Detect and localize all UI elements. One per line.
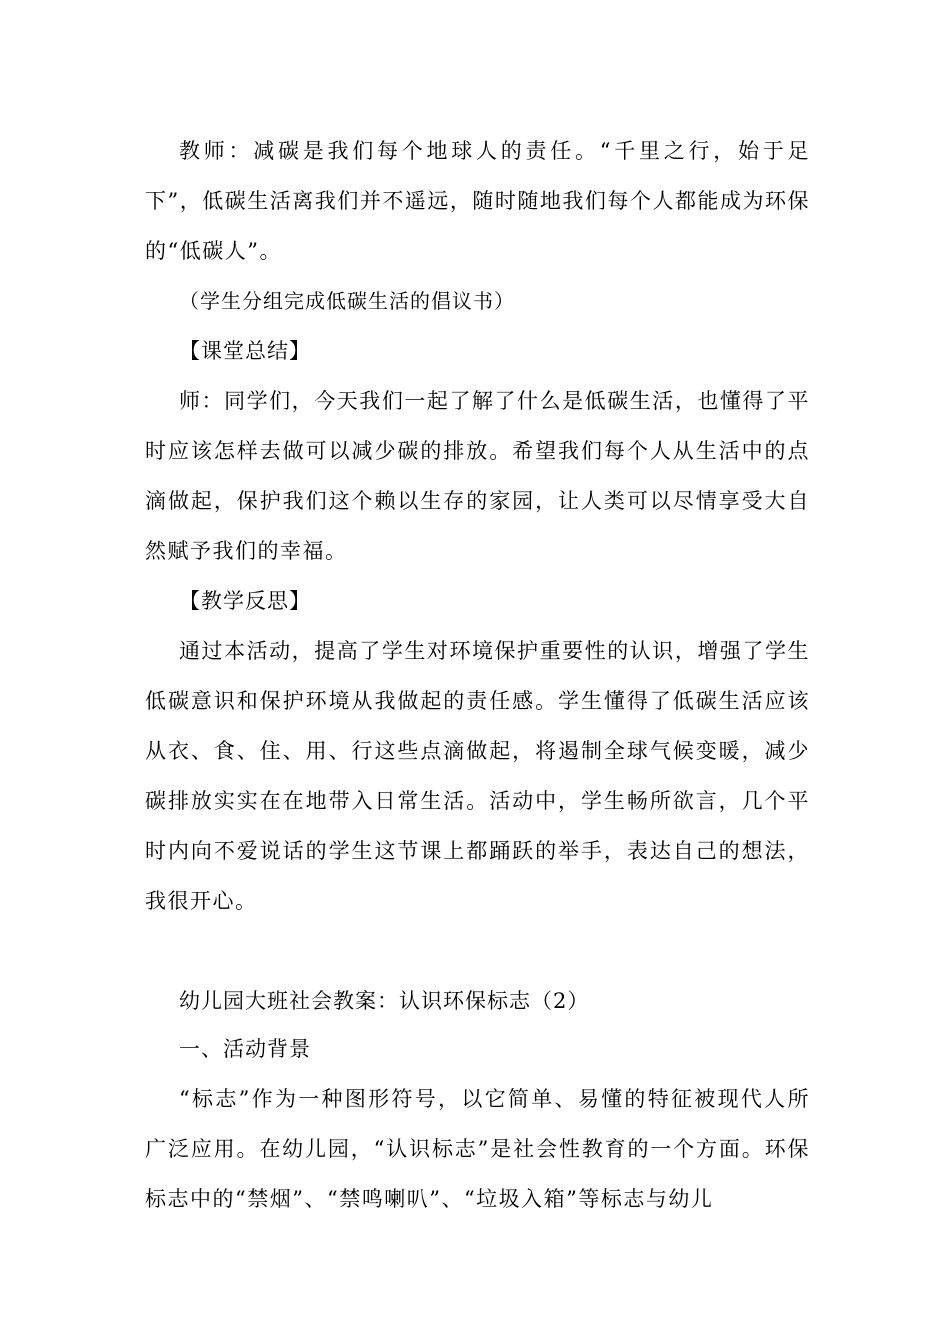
document-title-2: 幼儿园大班社会教案：认识环保标志（2） bbox=[179, 989, 590, 1013]
paragraph-reflection: 通过本活动，提高了学生对环境保护重要性的认识，增强了学生低碳意识和保护环境从我做起的责任感。学生懂得了低碳生活应该从衣、食、住、用、行这些点滴做起，将遏制全球气候变暖，减少碳排放实实在在地带入日常生活。活动中，学生畅所欲言，几个平时内向不爱说话的学生这节课上都踊跃的举手，表达自己的想法，我很开心。 bbox=[145, 639, 810, 913]
heading-activity-background: 一、活动背景 bbox=[179, 1037, 311, 1061]
paragraph-background: “标志”作为一种图形符号，以它简单、易懂的特征被现代人所广泛应用。在幼儿园，“认识标志”是社会性教育的一个方面。环保标志中的“禁烟”、“禁鸣喇叭”、“垃圾入箱”等标志与幼儿 bbox=[145, 1087, 810, 1211]
heading-teaching-reflection: 【教学反思】 bbox=[179, 589, 311, 613]
paragraph-student-activity: （学生分组完成低碳生活的倡议书） bbox=[179, 289, 515, 313]
heading-class-summary: 【课堂总结】 bbox=[179, 339, 311, 363]
paragraph-teacher-intro: 教师：减碳是我们每个地球人的责任。“千里之行，始于足下”，低碳生活离我们并不遥远，随时随地我们每个人都能成为环保的“低碳人”。 bbox=[145, 139, 810, 263]
paragraph-summary: 师：同学们，今天我们一起了解了什么是低碳生活，也懂得了平时应该怎样去做可以减少碳的排放。希望我们每个人从生活中的点滴做起，保护我们这个赖以生存的家园，让人类可以尽情享受大自然赋予我们的幸福。 bbox=[145, 389, 810, 563]
